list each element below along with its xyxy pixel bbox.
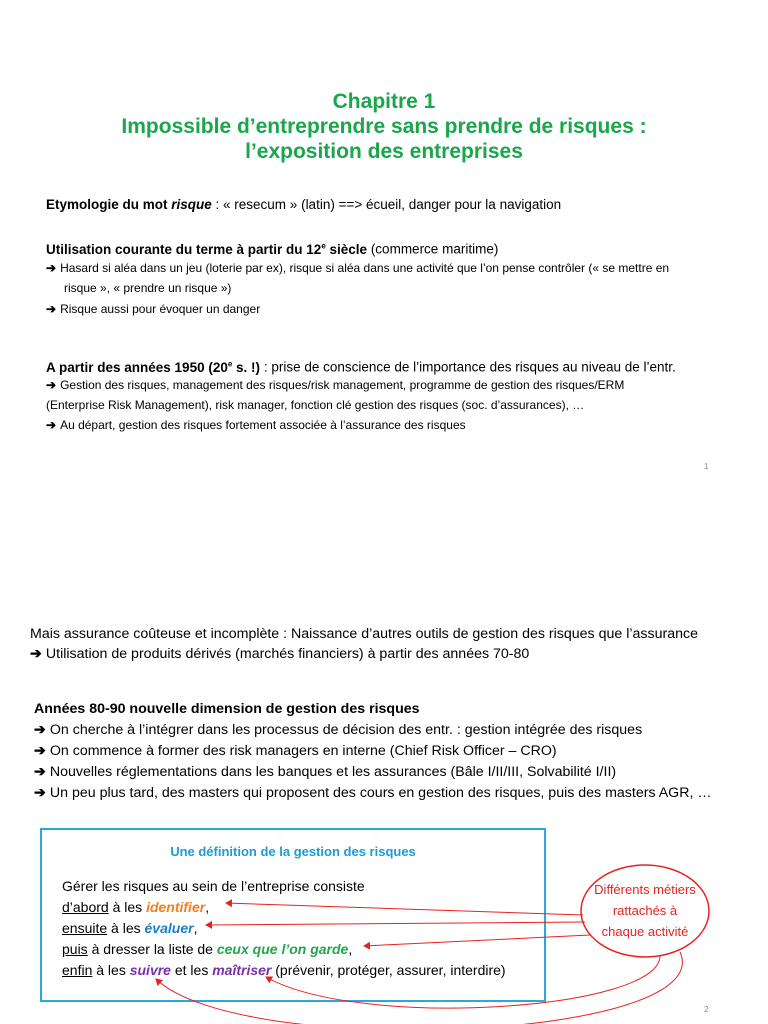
right-arrow-icon: ➔ [46, 418, 57, 432]
definition-line-identify: d’abord à les identifier, [62, 899, 210, 915]
right-arrow-icon: ➔ [34, 785, 46, 801]
slide2-heading: Années 80-90 nouvelle dimension de gestion des risques [34, 701, 420, 717]
right-arrow-icon: ➔ [34, 743, 46, 759]
chapter-subtitle-line1: Impossible d’entreprendre sans prendre de risques : [121, 115, 647, 138]
from1950-heading: A partir des années 1950 (20e s. !) : prise de conscience de l’importance des risques au niveau de l’entr. [46, 359, 676, 375]
from1950-bullet-1-cont: (Enterprise Risk Management), risk manager, fonction clé gestion des risques (soc. d’assurances), … [46, 398, 585, 412]
arrow-to-garde [364, 935, 590, 946]
slide2-bullet-4: ➔ Un peu plus tard, des masters qui proposent des cours en gestion des risques, puis des masters AGR, … [34, 785, 712, 801]
right-arrow-icon: ➔ [30, 646, 42, 662]
chapter-title: Chapitre 1 [332, 90, 436, 113]
right-arrow-icon: ➔ [46, 302, 57, 316]
slide2-bullet-3: ➔ Nouvelles réglementations dans les banques et les assurances (Bâle I/II/III, Solvabilité I/II) [34, 764, 617, 780]
from1950-bullet-1: ➔ Gestion des risques, management des risques/risk management, programme de gestion des risques/ERM [46, 378, 625, 392]
suivre-keyword: suivre [129, 962, 171, 978]
usage-bullet-2: ➔ Risque aussi pour évoquer un danger [46, 302, 261, 316]
definition-line-keep: puis à dresser la liste de ceux que l’on garde, [62, 941, 353, 957]
usage-heading: Utilisation courante du terme à partir du 12e siècle (commerce maritime) [46, 241, 499, 257]
right-arrow-icon: ➔ [46, 261, 57, 275]
page-number-2: 2 [704, 1005, 709, 1014]
slide2-bullet-2: ➔ On commence à former des risk managers en interne (Chief Risk Officer – CRO) [34, 743, 557, 759]
arrow-to-identifier [226, 903, 583, 915]
from1950-bullet-2: ➔ Au départ, gestion des risques fortement associée à l’assurance des risques [46, 418, 466, 432]
arrow-to-maitriser [266, 956, 660, 1008]
slide2-bullet-1: ➔ On cherche à l’intégrer dans les processus de décision des entr. : gestion intégrée des risques [34, 722, 643, 738]
definition-line-evaluate: ensuite à les évaluer, [62, 920, 198, 936]
etymology-text: : « resecum » (latin) ==> écueil, danger pour la navigation [211, 197, 562, 212]
page-number-1: 1 [704, 462, 709, 471]
slide2-intro-bullet: ➔ Utilisation de produits dérivés (marchés financiers) à partir des années 70-80 [30, 646, 530, 662]
arrow-to-evaluer [206, 922, 585, 925]
slide2-intro: Mais assurance coûteuse et incomplète : Naissance d’autres outils de gestion des risques que l’assurance [30, 626, 698, 642]
callout-text: Différents métiers rattachés à chaque activité [594, 882, 696, 939]
garde-keyword: ceux que l’on garde [216, 941, 349, 957]
usage-bullet-1: ➔ Hasard si aléa dans un jeu (loterie par ex), risque si aléa dans une activité que l’on pense contrôler (« se mettre en [46, 261, 670, 275]
right-arrow-icon: ➔ [34, 764, 46, 780]
arrow-to-suivre [156, 952, 682, 1024]
right-arrow-icon: ➔ [46, 378, 57, 392]
definition-title: Une définition de la gestion des risques [170, 844, 416, 859]
evaluer-keyword: évaluer [144, 920, 194, 936]
chapter-subtitle-line2: l’exposition des entreprises [245, 140, 523, 163]
definition-line-monitor: enfin à les suivre et les maîtriser (prévenir, protéger, assurer, interdire) [62, 962, 506, 978]
right-arrow-icon: ➔ [34, 722, 46, 738]
usage-bullet-1-cont: risque », « prendre un risque ») [64, 281, 232, 295]
identifier-keyword: identifier [146, 899, 206, 915]
definition-line-intro: Gérer les risques au sein de l’entreprise consiste [62, 878, 365, 894]
maitriser-keyword: maîtriser [212, 962, 272, 978]
etymology-label: Etymologie du mot risque [46, 197, 212, 212]
